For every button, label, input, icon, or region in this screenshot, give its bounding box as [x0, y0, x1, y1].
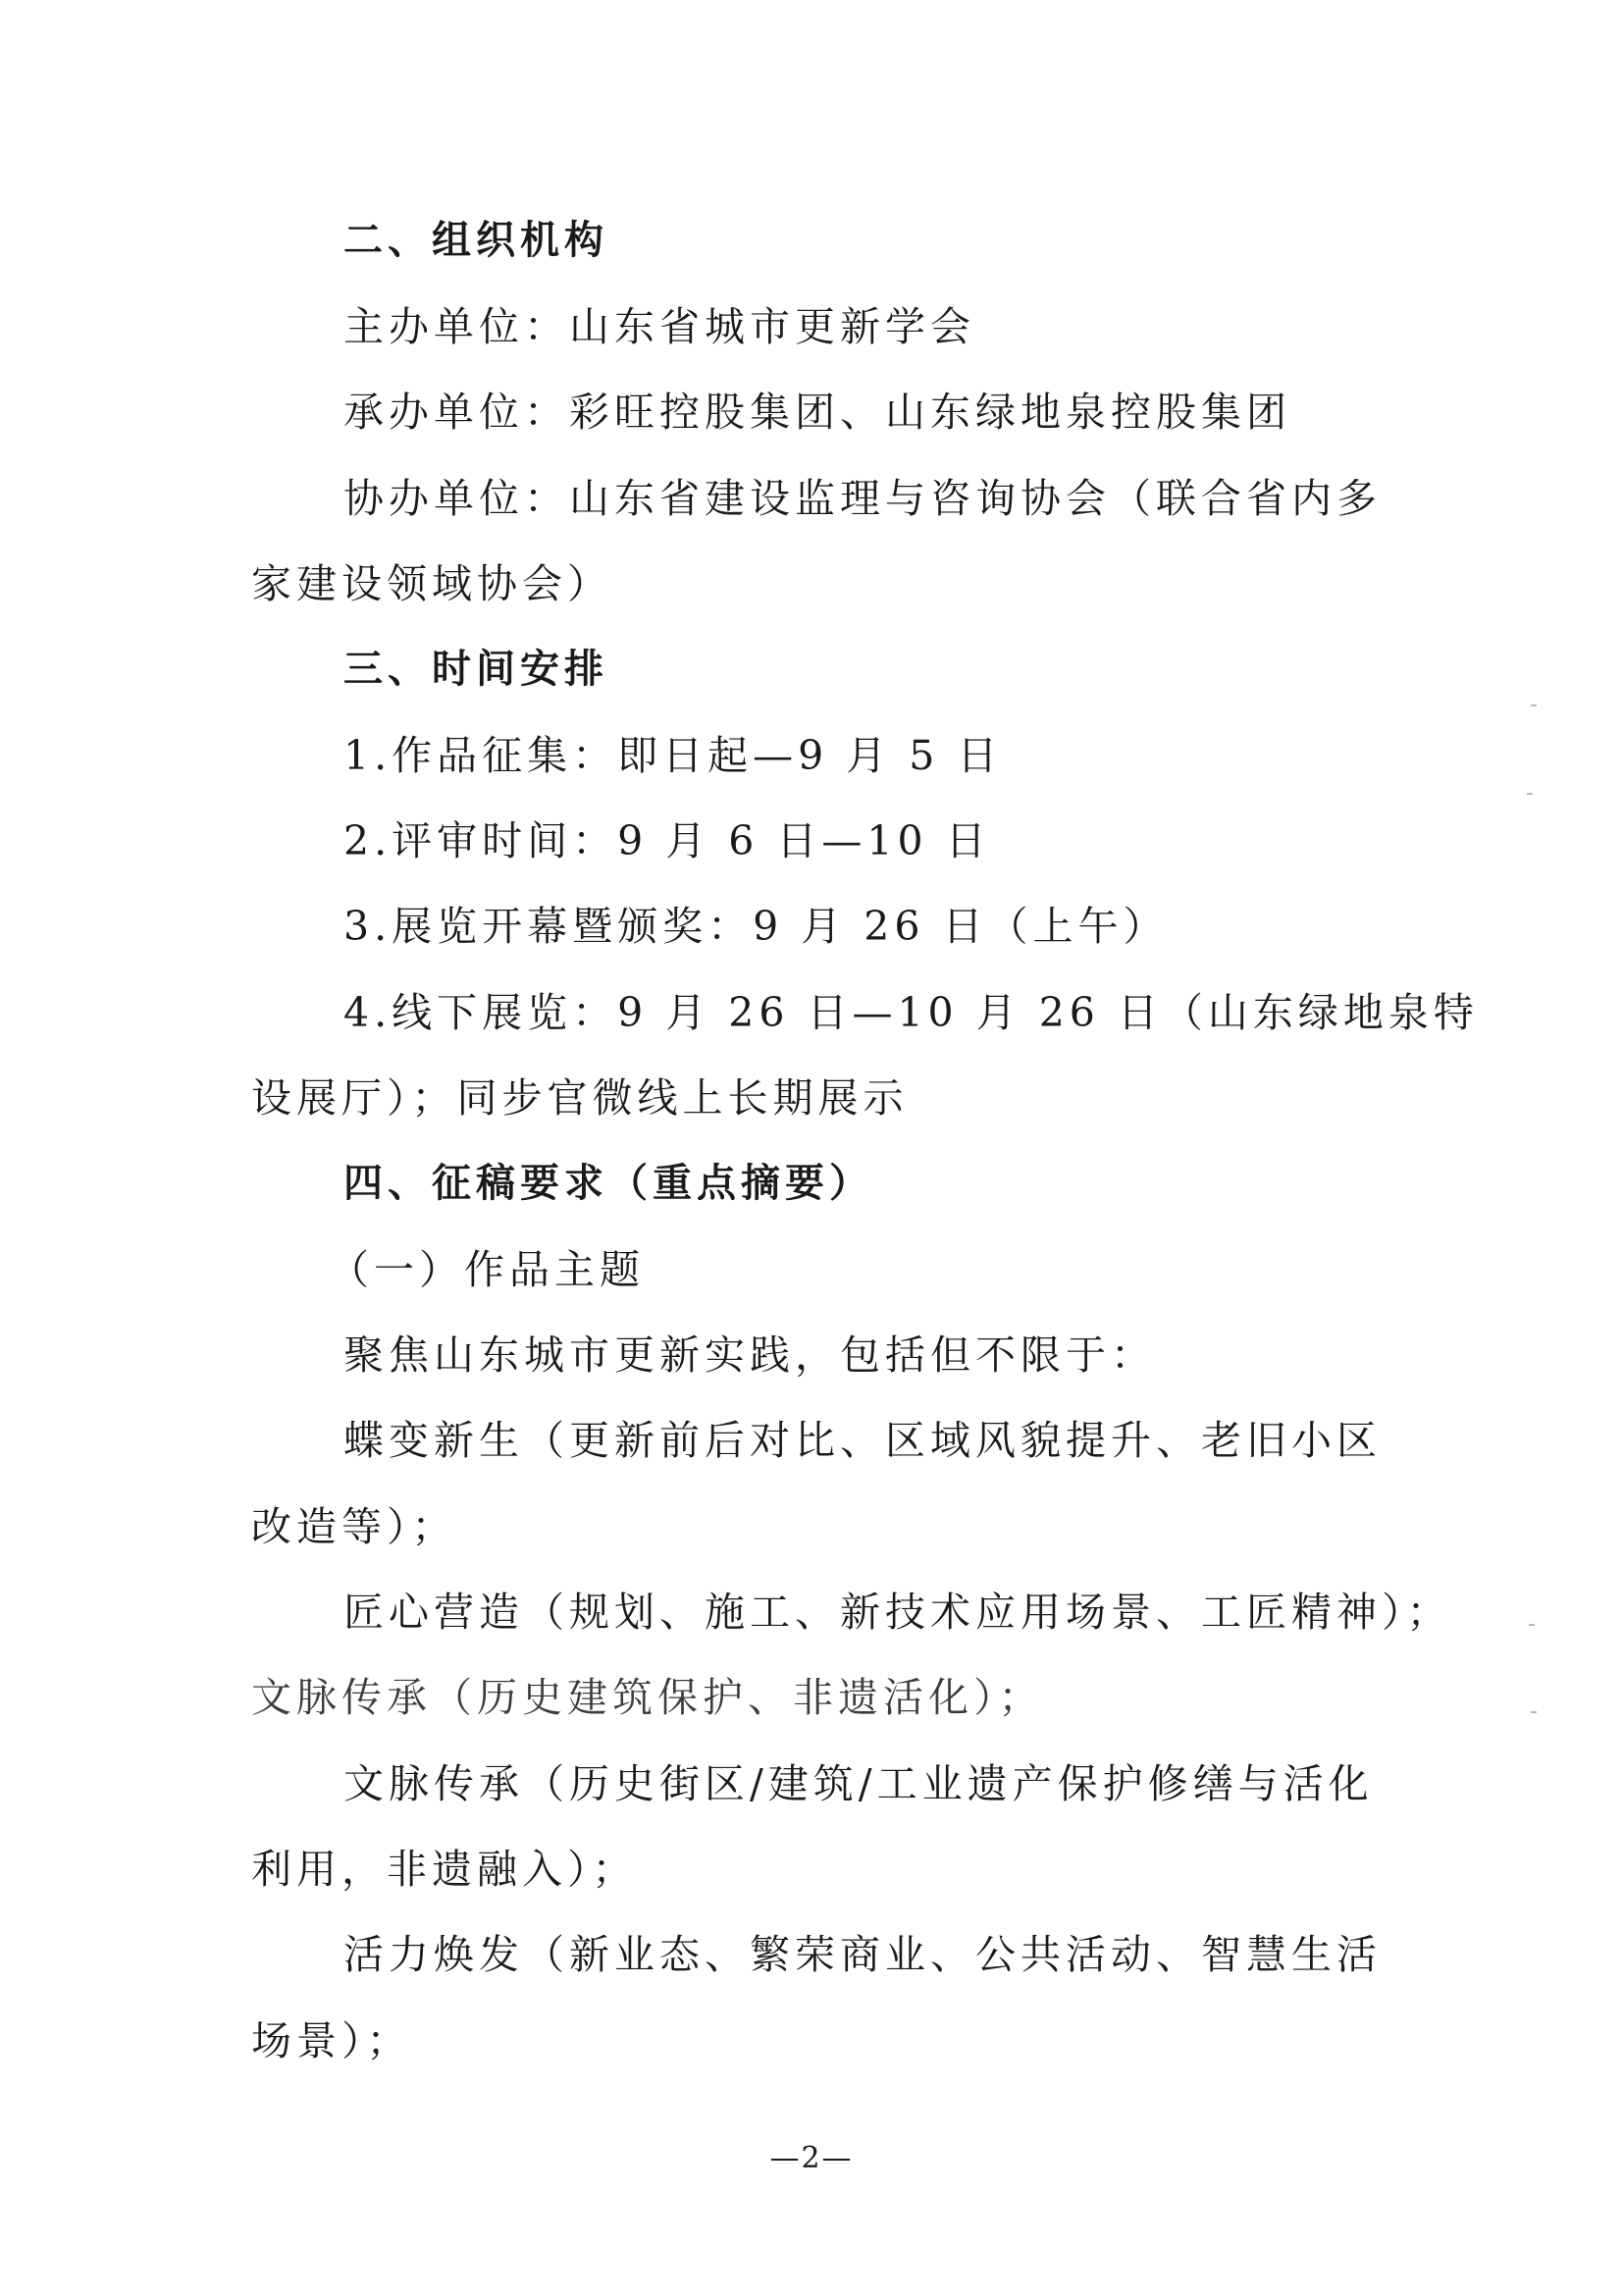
theme-item-transformation-continuation: 改造等）；: [251, 1503, 457, 1550]
section-heading-schedule: 三、时间安排: [343, 647, 608, 692]
theme-item-craftsmanship: 匠心营造（规划、施工、新技术应用场景、工匠精神）；: [343, 1589, 1452, 1636]
theme-item-heritage: 文脉传承（历史街区/建筑/工业遗产保护修缮与活化: [343, 1760, 1374, 1807]
scan-speck: [1531, 1711, 1537, 1713]
theme-item-transformation: 蝶变新生（更新前后对比、区域风貌提升、老旧小区: [343, 1417, 1382, 1464]
theme-item-vitality-continuation: 场景）；: [251, 2017, 412, 2064]
schedule-item-exhibition-continuation: 设展厅）；同步官微线上长期展示: [251, 1074, 909, 1122]
host-unit-line: 主办单位：山东省城市更新学会: [343, 303, 975, 350]
page-number: —2—: [769, 2141, 854, 2175]
theme-item-heritage-continuation: 利用，非遗融入）；: [251, 1846, 638, 1893]
theme-item-heritage-handwritten: 文脉传承（历史建筑保护、非遗活化）；: [251, 1674, 1044, 1721]
section-heading-organization: 二、组织机构: [343, 218, 608, 263]
scan-speck: [1529, 1624, 1535, 1626]
organizer-unit-line: 承办单位：彩旺控股集团、山东绿地泉控股集团: [343, 389, 1291, 436]
subsection-heading-theme: （一）作品主题: [329, 1246, 645, 1293]
schedule-item-collection: 1.作品征集：即日起—9 月 5 日: [343, 732, 1003, 779]
theme-intro-line: 聚焦山东城市更新实践，包括但不限于：: [343, 1331, 1156, 1379]
co-organizer-unit-line: 协办单位：山东省建设监理与咨询协会（联合省内多: [343, 475, 1382, 522]
section-heading-requirements: 四、征稿要求（重点摘要）: [343, 1161, 873, 1206]
scan-speck: [1531, 704, 1537, 706]
scan-speck: [1527, 793, 1533, 795]
theme-item-vitality: 活力焕发（新业态、繁荣商业、公共活动、智慧生活: [343, 1931, 1382, 1978]
co-organizer-unit-continuation: 家建设领域协会）: [251, 560, 612, 607]
schedule-item-exhibition: 4.线下展览：9 月 26 日—10 月 26 日（山东绿地泉特: [343, 989, 1479, 1036]
schedule-item-review: 2.评审时间：9 月 6 日—10 日: [343, 817, 991, 864]
schedule-item-opening: 3.展览开幕暨颁奖：9 月 26 日（上午）: [343, 903, 1169, 950]
